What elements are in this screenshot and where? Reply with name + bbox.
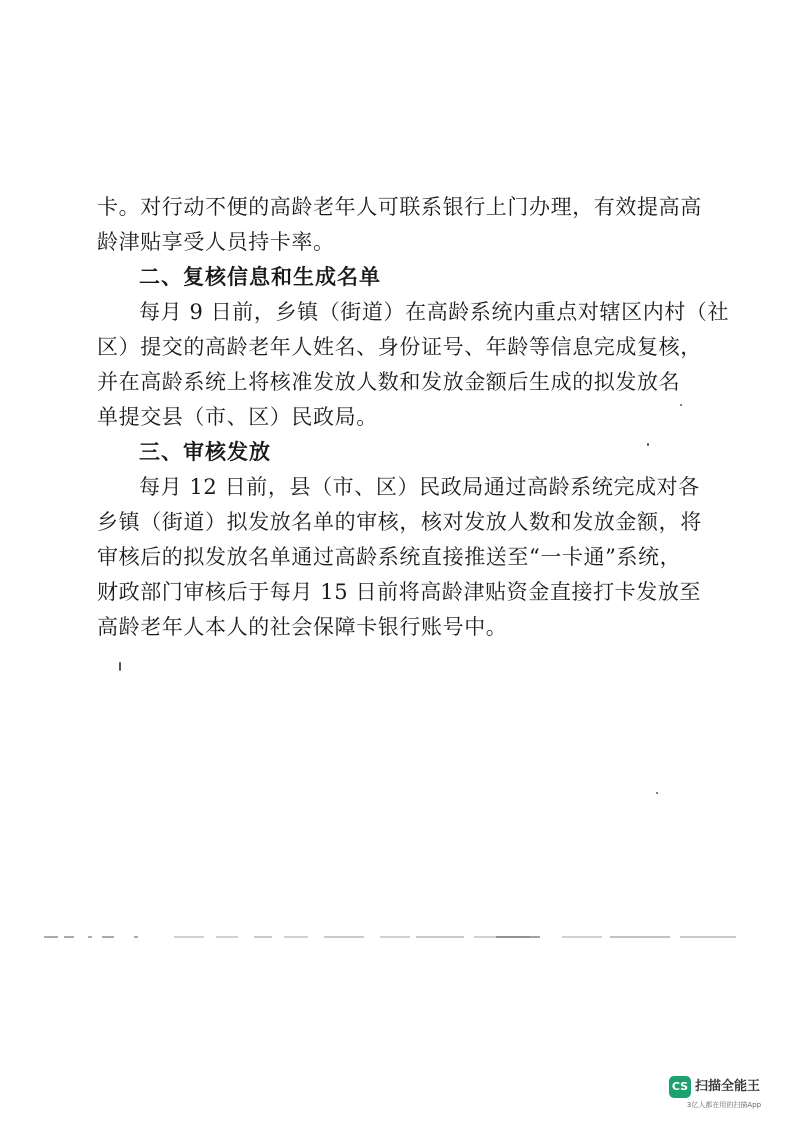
scan-speck xyxy=(656,792,658,794)
paragraph-line: 乡镇（街道）拟发放名单的审核，核对发放人数和发放金额，将 xyxy=(97,510,702,534)
camscanner-watermark xyxy=(669,1076,779,1112)
scan-speck xyxy=(119,662,121,671)
paragraph-line: 每月 9 日前，乡镇（街道）在高龄系统内重点对辖区内村（社 xyxy=(139,300,730,324)
section-heading-approval: 三、审核发放 xyxy=(139,440,271,464)
paragraph-line: 每月 12 日前，县（市、区）民政局通过高龄系统完成对各 xyxy=(139,475,700,499)
paragraph-line: 并在高龄系统上将核准发放人数和发放金额后生成的拟发放名 xyxy=(97,370,681,394)
paragraph-line: 卡。对行动不便的高龄老年人可联系银行上门办理，有效提高高 xyxy=(97,195,702,219)
camscanner-logo-icon: CS xyxy=(669,1076,691,1098)
paragraph-line: 财政部门审核后于每月 15 日前将高龄津贴资金直接打卡发放至 xyxy=(97,580,702,604)
paragraph-line: 单提交县（市、区）民政局。 xyxy=(97,405,378,429)
scan-speck xyxy=(647,443,649,446)
document-body xyxy=(97,190,730,645)
section-heading-review: 二、复核信息和生成名单 xyxy=(139,265,381,289)
paragraph-line: 龄津贴享受人员持卡率。 xyxy=(97,230,335,254)
scan-speck xyxy=(680,404,682,406)
watermark-app-name: 扫描全能王 xyxy=(695,1079,761,1094)
watermark-tagline: 3亿人都在用的扫描App xyxy=(686,1101,762,1109)
paragraph-line: 高龄老年人本人的社会保障卡银行账号中。 xyxy=(97,615,508,639)
paragraph-line: 区）提交的高龄老年人姓名、身份证号、年龄等信息完成复核， xyxy=(97,335,702,359)
scan-noise-line xyxy=(44,934,744,940)
paragraph-line: 审核后的拟发放名单通过高龄系统直接推送至“一卡通”系统， xyxy=(97,545,682,569)
